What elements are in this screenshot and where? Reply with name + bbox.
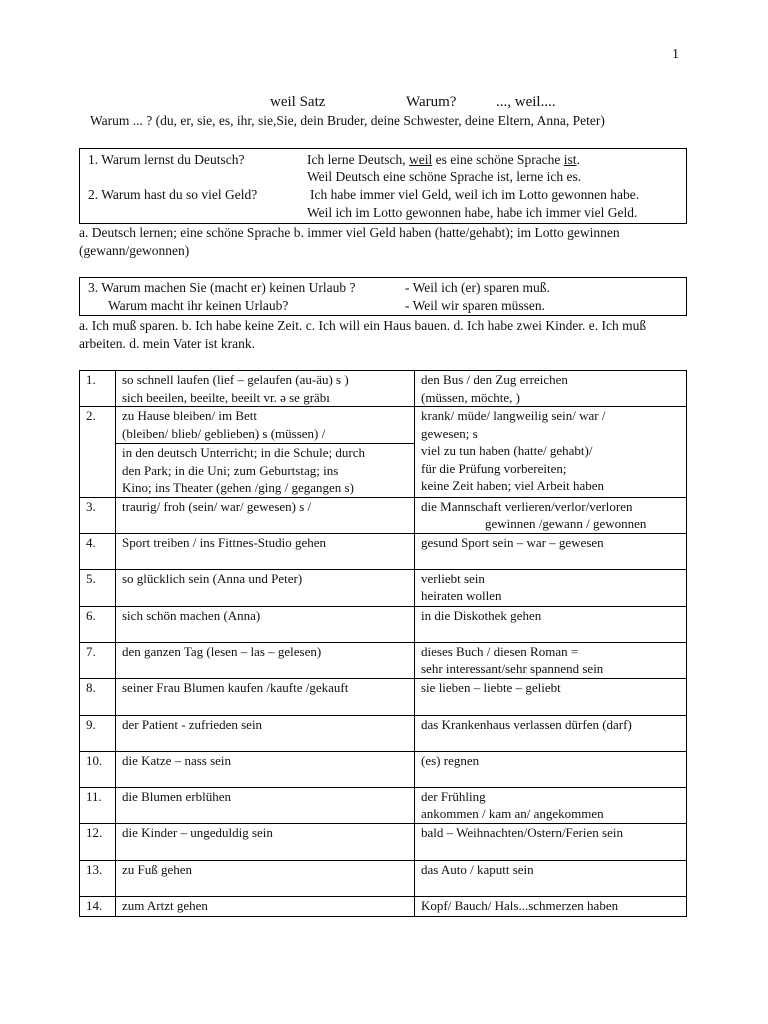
question-3b: Warum macht ihr keinen Urlaub?	[108, 298, 289, 313]
right-cell: das Krankenhaus verlassen dürfen (darf)	[415, 715, 687, 751]
right-cell: (es) regnen	[415, 751, 687, 787]
left-cell: so glücklich sein (Anna und Peter)	[116, 569, 415, 606]
answer-1b: Weil Deutsch eine schöne Sprache ist, lerne ich es.	[307, 169, 582, 184]
question-3: 3. Warum machen Sie (macht er) keinen Urlaub ?	[88, 280, 356, 295]
table-row	[80, 371, 687, 407]
row-number: 1.	[80, 371, 116, 407]
table-row	[80, 569, 687, 606]
table-row	[80, 896, 687, 916]
left-cell: zum Artzt gehen	[116, 896, 415, 916]
left-cell: so schnell laufen (lief – gelaufen (au-äu) s ) sich beeilen, beeilte, beeilt vr. ə se gräbı	[116, 371, 415, 407]
right-cell: der Frühling ankommen / kam an/ angekommen	[415, 787, 687, 823]
row-number: 6.	[80, 606, 116, 642]
table-row	[80, 642, 687, 678]
right-cell: in die Diskothek gehen	[415, 606, 687, 642]
right-cell: sie lieben – liebte – geliebt	[415, 678, 687, 715]
row-number: 14.	[80, 896, 116, 916]
left-cell: zu Fuß gehen	[116, 860, 415, 896]
exercise-table	[79, 370, 687, 917]
table-row	[80, 715, 687, 751]
table-row	[80, 407, 687, 498]
example-box-1	[79, 148, 687, 224]
right-cell: die Mannschaft verlieren/verlor/verloren gewinnen /gewann / gewonnen	[415, 497, 687, 533]
options-2: a. Ich muß sparen. b. Ich habe keine Zeit. c. Ich will ein Haus bauen. d. Ich habe zwei Kinder. e. Ich muß arbeiten. d. mein Vater ist krank.	[79, 318, 647, 351]
right-cell: krank/ müde/ langweilig sein/ war / gewesen; s viel zu tun haben (hatte/ gehabt)/ für die Prüfung vorbereiten; keine Zeit haben; viel Arbeit haben	[415, 407, 687, 498]
answer-2b: Weil ich im Lotto gewonnen habe, habe ich immer viel Geld.	[307, 205, 638, 220]
table-row	[80, 787, 687, 823]
right-cell: das Auto / kaputt sein	[415, 860, 687, 896]
answer-3: - Weil ich (er) sparen muß.	[405, 280, 550, 295]
row-number: 5.	[80, 569, 116, 606]
left-cell: die Kinder – ungeduldig sein	[116, 823, 415, 860]
table-row	[80, 860, 687, 896]
underlined-weil: weil	[408, 152, 433, 167]
answer-3b: - Weil wir sparen müssen.	[405, 298, 546, 313]
row-number: 7.	[80, 642, 116, 678]
row-number: 8.	[80, 678, 116, 715]
heading-question: Warum?	[406, 94, 457, 110]
row-number: 9.	[80, 715, 116, 751]
row-number: 4.	[80, 533, 116, 569]
table-row	[80, 678, 687, 715]
page-number: 1	[672, 47, 679, 62]
left-cell: zu Hause bleiben/ im Bett (bleiben/ blieb/ geblieben) s (müssen) / in den deutsch Unterricht; in die Schule; durch den Park; in die Uni; zum Geburtstag; ins Kino; ins Theater (gehen /ging / gegangen s)	[116, 407, 415, 498]
row-number: 2.	[80, 407, 116, 498]
example-box-2	[79, 277, 687, 316]
heading-answer: ..., weil....	[496, 94, 556, 110]
left-cell: traurig/ froh (sein/ war/ gewesen) s /	[116, 497, 415, 533]
right-cell: gesund Sport sein – war – gewesen	[415, 533, 687, 569]
table-row	[80, 497, 687, 533]
row-number: 11.	[80, 787, 116, 823]
row-number: 13.	[80, 860, 116, 896]
table-row	[80, 751, 687, 787]
left-cell: den ganzen Tag (lesen – las – gelesen)	[116, 642, 415, 678]
table-row	[80, 606, 687, 642]
left-cell: der Patient - zufrieden sein	[116, 715, 415, 751]
row-number: 12.	[80, 823, 116, 860]
left-cell: Sport treiben / ins Fittnes-Studio gehen	[116, 533, 415, 569]
question-1: 1. Warum lernst du Deutsch?	[88, 152, 245, 167]
left-cell: die Katze – nass sein	[116, 751, 415, 787]
table-row	[80, 533, 687, 569]
options-1: a. Deutsch lernen; eine schöne Sprache b. immer viel Geld haben (hatte/gehabt); im Lotto gewinnen (gewann/gewonnen)	[79, 225, 620, 258]
question-2: 2. Warum hast du so viel Geld?	[88, 187, 258, 202]
underlined-ist: ist	[563, 152, 577, 167]
left-cell: sich schön machen (Anna)	[116, 606, 415, 642]
left-cell: die Blumen erblühen	[116, 787, 415, 823]
left-cell: seiner Frau Blumen kaufen /kaufte /gekauft	[116, 678, 415, 715]
subheading: Warum ... ? (du, er, sie, es, ihr, sie,Sie, dein Bruder, deine Schwester, deine Eltern, Anna, Peter)	[90, 113, 605, 128]
right-cell: bald – Weihnachten/Ostern/Ferien sein	[415, 823, 687, 860]
row-number: 3.	[80, 497, 116, 533]
row-number: 10.	[80, 751, 116, 787]
table-row	[80, 823, 687, 860]
heading-title: weil Satz	[270, 94, 326, 110]
right-cell: Kopf/ Bauch/ Hals...schmerzen haben	[415, 896, 687, 916]
right-cell: dieses Buch / diesen Roman = sehr interessant/sehr spannend sein	[415, 642, 687, 678]
answer-2: Ich habe immer viel Geld, weil ich im Lotto gewonnen habe.	[310, 187, 640, 202]
answer-1: Ich lerne Deutsch, weil es eine schöne Sprache ist.	[307, 152, 580, 167]
right-cell: verliebt sein heiraten wollen	[415, 569, 687, 606]
right-cell: den Bus / den Zug erreichen (müssen, möchte, )	[415, 371, 687, 407]
